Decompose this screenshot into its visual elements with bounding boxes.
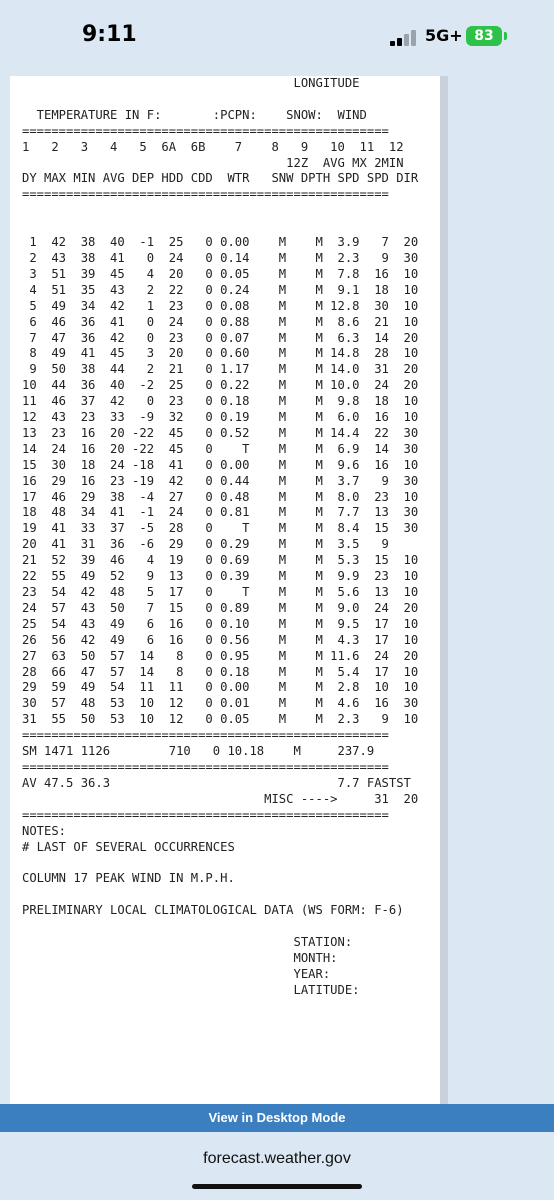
- page-scroll-edge: [440, 76, 448, 1104]
- status-time: 9:11: [82, 22, 137, 47]
- climate-report-text: LONGITUDE TEMPERATURE IN F: :PCPN: SNOW: WIND ================================================== 1 2 3 4 5 6A 6B 7 8 9 10 11 12 12Z AVG MX 2MIN DY MAX MIN AVG DEP HDD CDD WTR SNW DPTH SPD SPD DIR ================================================== 1 42 38 40 -1 25 0 0.00 M M 3.9 7 20 2 43 38 41 0 24 0 0.14 M M 2.3 9 30 3 51 39 45 4 20 0 0.05 M M 7.8 16 10 4 51 35 43 2 22 0 0.24 M M 9.1 18 10 5 49 34 42 1 23 0 0.08 M M 12.8 30 10 6 46 36 41 0 24 0 0.88 M M 8.6 21 10 7 47 36 42 0 23 0 0.07 M M 6.3 14 20 8 49 41 45 3 20 0 0.60 M M 14.8 28 10 9 50 38 44 2 21 0 1.17 M M 14.0 31 20 10 44 36 40 -2 25 0 0.22 M M 10.0 24 20 11 46 37 42 0 23 0 0.18 M M 9.8 18 10 12 43 23 33 -9 32 0 0.19 M M 6.0 16 10 13 23 16 20 -22 45 0 0.52 M M 14.4 22 30 14 24 16 20 -22 45 0 T M M 6.9 14 30 15 30 18 24 -18 41 0 0.00 M M 9.6 16 10 16 29 16 23 -19 42 0 0.44 M M 3.7 9 30 17 46 29 38 -4 27 0 0.48 M M 8.0 23 10 18 48 34 41 -1 24 0 0.81 M M 7.7 13 30 19 41 33 37 -5 28 0 T M M 8.4 15 30 20 41 31 36 -6 29 0 0.29 M M 3.5 9 21 52 39 46 4 19 0 0.69 M M 5.3 15 10 22 55 49 52 9 13 0 0.39 M M 9.9 23 10 23 54 42 48 5 17 0 T M M 5.6 13 10 24 57 43 50 7 15 0 0.89 M M 9.0 24 20 25 54 43 49 6 16 0 0.10 M M 9.5 17 10 26 56 42 49 6 16 0 0.56 M M 4.3 17 10 27 63 50 57 14 8 0 0.95 M M 11.6 24 20 28 66 47 57 14 8 0 0.18 M M 5.4 17 10 29 59 49 54 11 11 0 0.00 M M 2.8 10 10 30 57 48 53 10 12 0 0.01 M M 4.6 16 30 31 55 50 53 10 12 0 0.05 M M 2.3 9 10 ================================================== SM 1471 1126 710 0 10.18 M 237.9 ================================================== AV 47.5 36.3 7.7 FASTST MISC ----> 31 20 ================================================== NOTES: # LAST OF SEVERAL OCCURRENCES COLUMN 17 PEAK WIND IN M.P.H. PRELIMINARY LOCAL CLIMATOLOGICAL DATA (WS FORM: F-6) STATION: MONTH: YEAR: LATITUDE:: [22, 76, 419, 997]
- view-desktop-mode-button[interactable]: View in Desktop Mode: [0, 1104, 554, 1132]
- network-type: 5G+: [425, 26, 463, 45]
- status-bar: [0, 0, 554, 76]
- web-page-content[interactable]: [10, 76, 440, 1104]
- battery-icon: [466, 26, 502, 46]
- address-bar[interactable]: [0, 1132, 554, 1200]
- url-text[interactable]: forecast.weather.gov: [203, 1150, 351, 1167]
- cellular-signal-icon: [390, 30, 420, 46]
- battery-cap: [504, 32, 507, 40]
- home-indicator: [192, 1184, 362, 1189]
- battery-level: 83: [474, 28, 494, 44]
